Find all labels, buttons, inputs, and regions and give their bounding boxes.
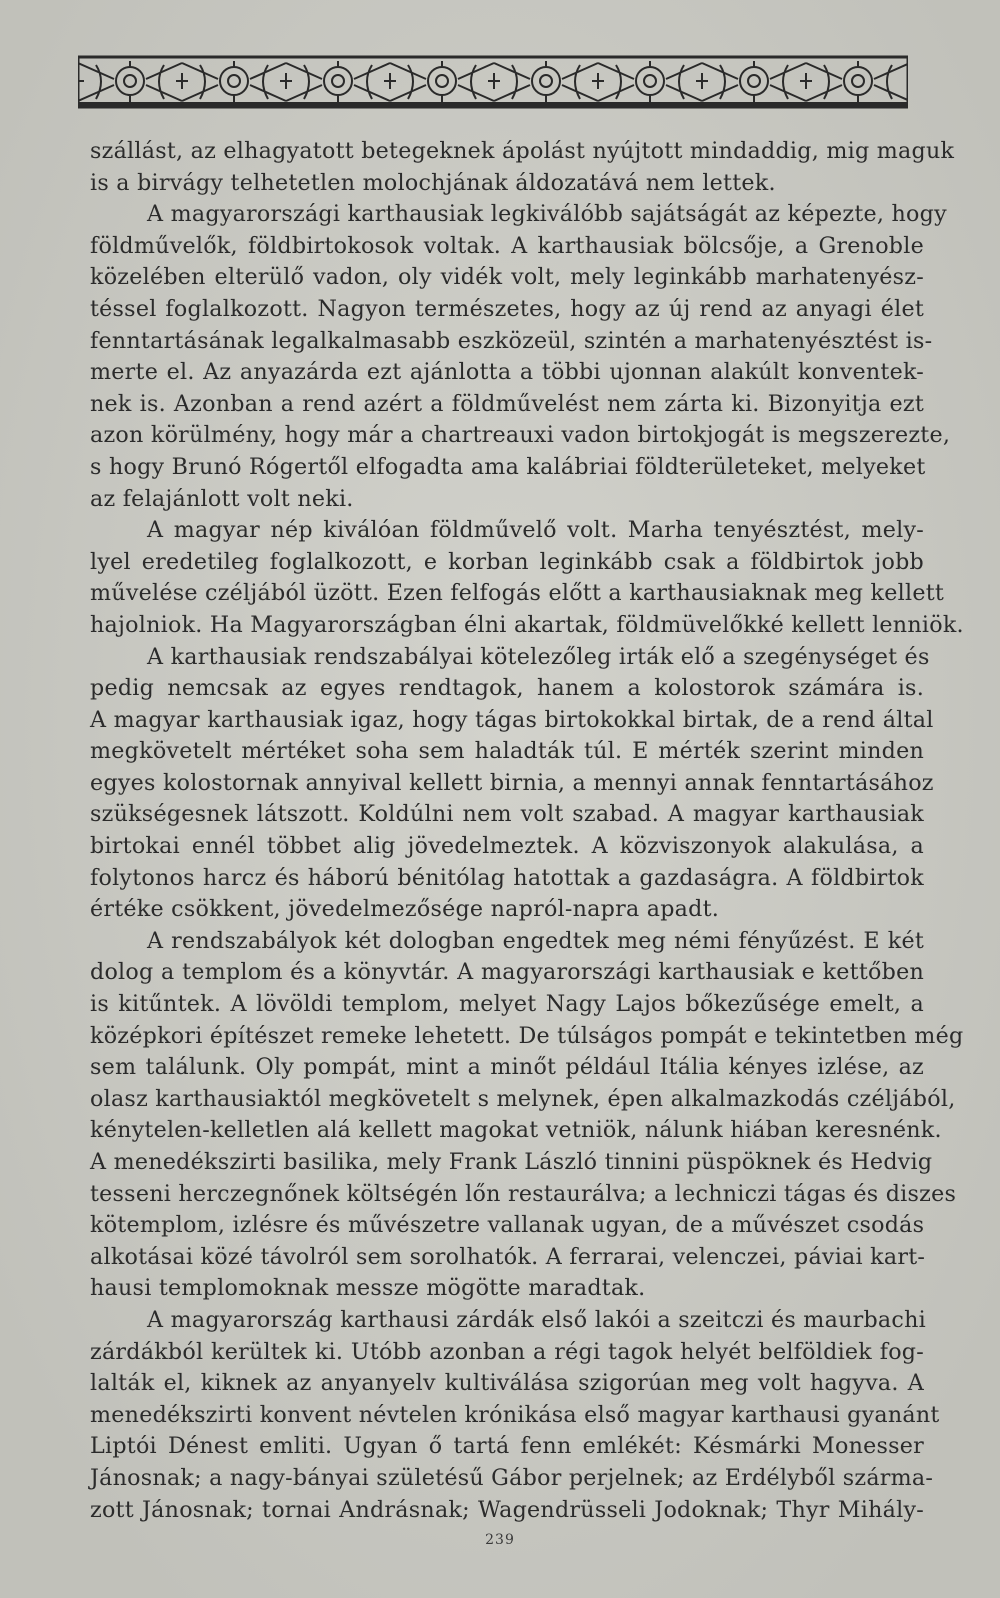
text-line: menedékszirti konvent névtelen krónikása első magyar karthausi gyanánt xyxy=(90,1401,940,1428)
text-line: folytonos harcz és háború bénitólag hatottak a gazdaságra. A földbirtok xyxy=(90,864,924,891)
text-line: tesseni herczegnőnek költségén lőn restaurálva; a lechniczi tágas és diszes xyxy=(90,1180,957,1207)
text-line: A magyarországi karthausiak legkiválóbb sajátságát az képezte, hogy xyxy=(147,201,947,228)
text-line: kénytelen-kelletlen alá kellett magokat vetniök, nálunk hiában keresnénk. xyxy=(90,1117,942,1144)
text-line: fenntartásának legalkalmasabb eszközeül, szintén a marhatenyésztést is- xyxy=(90,327,933,354)
text-line: A magyar karthausiak igaz, hogy tágas birtokokkal birtak, de a rend által xyxy=(90,706,934,733)
text-line: A karthausiak rendszabályai kötelezőleg irták elő a szegénységet és xyxy=(147,643,930,670)
text-line: művelése czéljából üzött. Ezen felfogás előtt a karthausiaknak meg kellett xyxy=(90,580,945,607)
text-line: hausi templomoknak messze mögötte maradtak. xyxy=(90,1275,646,1302)
text-line: zárdákból kerültek ki. Utóbb azonban a régi tagok helyét belföldiek fog- xyxy=(90,1338,924,1365)
text-line: A magyar nép kiválóan földművelő volt. Marha tenyésztést, mely- xyxy=(147,517,924,544)
text-line: szállást, az elhagyatott betegeknek ápolást nyújtott mindaddig, mig maguk xyxy=(90,138,955,164)
text-line: kötemplom, izlésre és művészetre vallanak ugyan, de a művészet csodás xyxy=(90,1212,925,1239)
text-line: hajolniok. Ha Magyarországban élni akartak, földmüvelőkké kellett lenniök. xyxy=(90,611,964,638)
decorative-header-ornament xyxy=(78,55,908,111)
text-line: téssel foglalkozott. Nagyon természetes, hogy az új rend az anyagi élet xyxy=(90,295,924,322)
text-line: az felajánlott volt neki. xyxy=(90,485,354,512)
page-number: 239 xyxy=(485,1532,515,1548)
text-line: megkövetelt mértéket soha sem haladták túl. E mérték szerint minden xyxy=(90,738,924,765)
text-line: középkori építészet remeke lehetett. De túlságos pompát e tekintetben még xyxy=(90,1022,964,1049)
text-line: lalták el, kiknek az anyanyelv kultiválása szigorúan meg volt hagyva. A xyxy=(90,1370,924,1397)
text-line: merte el. Az anyazárda ezt ajánlotta a többi ujonnan alakúlt konventek- xyxy=(90,359,924,386)
text-line: lyel eredetileg foglalkozott, e korban leginkább csak a földbirtok jobb xyxy=(90,548,924,575)
text-line: nek is. Azonban a rend azért a földművelést nem zárta ki. Bizonyitja ezt xyxy=(90,390,924,417)
text-line: olasz karthausiaktól megkövetelt s melynek, épen alkalmazkodás czéljából, xyxy=(90,1085,956,1112)
text-line: Liptói Dénest emliti. Ugyan ő tartá fenn emlékét: Késmárki Monesser xyxy=(90,1433,924,1460)
body-text xyxy=(90,136,964,1526)
text-line: A magyarország karthausi zárdák első lakói a szeitczi és maurbachi xyxy=(147,1306,926,1333)
text-line: földművelők, földbirtokosok voltak. A karthausiak bölcsője, a Grenoble xyxy=(90,232,924,259)
text-line: is a birvágy telhetetlen molochjának áldozatává nem lettek. xyxy=(90,169,776,196)
text-line: alkotásai közé távolról sem sorolhatók. A ferrarai, velenczei, páviai kart- xyxy=(90,1243,926,1270)
text-line: Jánosnak; a nagy-bányai születésű Gábor perjelnek; az Erdélyből szárma- xyxy=(90,1464,934,1491)
text-line: birtokai ennél többet alig jövedelmeztek. A közviszonyok alakulása, a xyxy=(90,833,924,860)
text-line: értéke csökkent, jövedelmezősége napról-napra apadt. xyxy=(90,896,720,923)
text-line: sem találunk. Oly pompát, mint a minőt például Itália kényes izlése, az xyxy=(90,1054,924,1081)
text-line: A menedékszirti basilika, mely Frank László tinnini püspöknek és Hedvig xyxy=(90,1149,933,1175)
text-line: A rendszabályok két dologban engedtek meg némi fényűzést. E két xyxy=(147,927,924,954)
text-line: dolog a templom és a könyvtár. A magyarországi karthausiak e kettőben xyxy=(90,959,924,986)
text-line: közelében elterülő vadon, oly vidék volt, mely leginkább marhatenyész- xyxy=(90,264,924,291)
text-line: is kitűntek. A lövöldi templom, melyet Nagy Lajos bőkezűsége emelt, a xyxy=(90,991,924,1018)
text-line: pedig nemcsak az egyes rendtagok, hanem a kolostorok számára is. xyxy=(90,675,924,702)
text-line: azon körülmény, hogy már a chartreauxi vadon birtokjogát is megszerezte, xyxy=(90,422,951,449)
text-line: szükségesnek látszott. Koldúlni nem volt szabad. A magyar karthausiak xyxy=(90,801,924,828)
text-line: zott Jánosnak; tornai Andrásnak; Wagendrüsseli Jodoknak; Thyr Mihály- xyxy=(90,1496,924,1523)
text-line: s hogy Brunó Rógertől elfogadta ama kalábriai földterületeket, melyeket xyxy=(90,453,926,480)
text-line: egyes kolostornak annyival kellett birnia, a mennyi annak fenntartásához xyxy=(90,769,934,796)
